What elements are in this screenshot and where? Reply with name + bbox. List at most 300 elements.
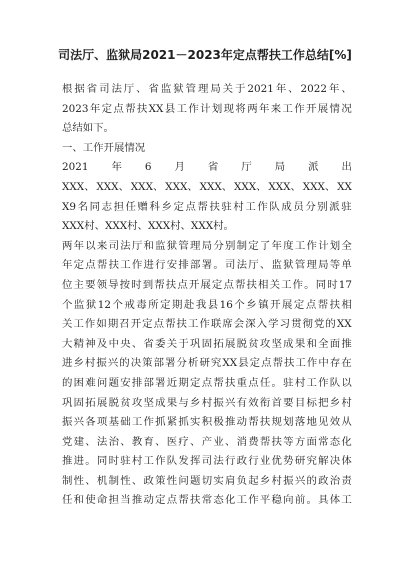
body-text-run: 与 (178, 396, 189, 409)
body-text-run: 效 (248, 396, 259, 409)
body-text-run: 工 (245, 200, 256, 213)
body-text-run: XXX、 (302, 180, 336, 193)
body-text-run: 推 (131, 494, 143, 507)
body-text-run: 推 (341, 337, 352, 350)
body-text-run: 席 (222, 318, 233, 331)
body-text-run: 工 (294, 239, 306, 252)
body-line (62, 394, 352, 414)
body-text-run: 队 (269, 200, 280, 213)
body-text-run: 以 (341, 376, 352, 389)
body-text-run: 近 (166, 376, 178, 389)
body-text-run: 帮 (213, 376, 224, 389)
body-text-run: 业 (213, 435, 224, 448)
body-text-run: 帮 (248, 416, 259, 429)
body-text-run: 年 (62, 259, 73, 272)
body-text-run: 、 (259, 259, 271, 272)
body-line (62, 198, 352, 218)
body-text-run: 育 (143, 435, 154, 448)
body-text-run: 帮 (165, 318, 176, 331)
body-text-run: 县 (207, 298, 219, 311)
body-text-run: 毒 (136, 298, 147, 311)
body-text-run: 策 (155, 474, 166, 487)
body-text-run: 动 (236, 416, 247, 429)
body-text-run: 个 (62, 298, 73, 311)
body-text-run: 项 (96, 416, 108, 429)
body-text-run: 势 (283, 455, 294, 468)
body-text-run: 出 (341, 161, 352, 174)
body-text-run: 法 (111, 83, 122, 95)
body-line (62, 178, 352, 198)
body-text-run: 局 (274, 161, 286, 174)
body-text-run: 于 (178, 337, 189, 350)
body-text-run: 、 (131, 474, 143, 487)
body-text-run: 帮 (197, 200, 208, 213)
body-text-run: 作 (318, 376, 329, 389)
body-text-run: X9 (62, 200, 77, 213)
body-text-run: 制 (236, 239, 247, 252)
body-text-run: 年 (258, 102, 270, 115)
body-text-run: 会 (233, 318, 245, 331)
body-text-run: 要 (85, 278, 96, 291)
body-text-run: 戒 (124, 298, 135, 311)
body-text-run: 部 (153, 357, 165, 370)
body-text-run: 振 (213, 396, 224, 409)
body-text-run: 起 (248, 474, 259, 487)
body-text-run: 业 (259, 455, 271, 468)
body-text-run: 作 (248, 494, 259, 507)
body-text-run: 村 (84, 357, 96, 370)
body-text-run: 帮 (96, 259, 108, 272)
body-text-run: 产 (201, 435, 213, 448)
body-text-run: 进 (62, 357, 73, 370)
body-text-run: 年 (275, 83, 287, 95)
body-text-run: 2023 (62, 102, 89, 115)
body-text-run: 扶 (108, 259, 119, 272)
body-text-run: 作 (131, 259, 143, 272)
body-text-run: 工 (176, 102, 187, 115)
body-text-run: 个 (112, 298, 123, 311)
body-text-run: 固 (73, 396, 85, 409)
body-text-run: 乡 (73, 357, 84, 370)
body-text-run: 点 (201, 376, 213, 389)
body-text-run: 省 (86, 83, 98, 95)
body-text-run: 工 (73, 318, 84, 331)
body-line (62, 296, 352, 316)
body-text-run: 规 (271, 416, 282, 429)
body-text-run: 定 (173, 200, 184, 213)
body-text-run: 位 (62, 278, 73, 291)
body-text-run: 17 (338, 278, 352, 291)
body-text-run: 工 (306, 376, 317, 389)
body-text-run: 抓 (178, 416, 189, 429)
body-text-run: 落 (294, 416, 306, 429)
body-text-run: 行 (224, 455, 236, 468)
body-text-run: 期 (172, 298, 183, 311)
body-text-run: 时 (327, 278, 338, 291)
body-text-run: 常 (318, 435, 329, 448)
body-text-run: 建 (73, 435, 85, 448)
body-text-run: 贫 (120, 396, 131, 409)
body-text-run: 划 (283, 416, 294, 429)
body-text-run: 存 (329, 357, 341, 370)
body-text-run: 等 (329, 259, 341, 272)
body-text-run: 拓 (85, 396, 96, 409)
body-text-run: 决 (329, 455, 341, 468)
body-text-run: 彻 (302, 318, 313, 331)
body-text-run: 平 (259, 494, 271, 507)
body-text-run: 研 (199, 357, 210, 370)
body-text-run: 。 (306, 494, 317, 507)
body-text-run: 村 (201, 396, 213, 409)
body-text-run: 政 (318, 474, 329, 487)
body-text-run: 管 (178, 239, 189, 252)
body-text-run: 法 (213, 455, 224, 468)
body-text-run: 作 (294, 102, 305, 115)
body-text-run: 任 (62, 494, 73, 507)
body-text-run: 当 (120, 494, 131, 507)
body-text-run: 扶 (176, 318, 187, 331)
body-text-run: 署 (155, 376, 166, 389)
body-line (62, 413, 352, 433)
body-text-run: 脱 (236, 337, 247, 350)
body-text-run: 极 (213, 416, 224, 429)
body-text-run: 帮 (317, 298, 329, 311)
body-text-run: 开 (188, 278, 200, 291)
body-text-run: 年 (271, 239, 282, 252)
body-line (62, 315, 352, 335)
body-line (62, 374, 352, 394)
body-line: 一、工作开展情况 (62, 141, 146, 154)
body-text-run: 司 (201, 455, 213, 468)
body-text-run: 狱 (173, 83, 184, 95)
body-text-run: 标 (306, 396, 317, 409)
body-text-run: 帮 (234, 278, 246, 291)
body-text-run: 6 (144, 161, 152, 174)
body-text-run: 局 (318, 259, 329, 272)
body-text-run: 地 (306, 416, 317, 429)
document-title: 司法厅、监狱局2021－2023年定点帮扶工作总结[%] (58, 48, 352, 62)
body-text-run: 化 (224, 494, 236, 507)
body-text-run: 省 (143, 337, 154, 350)
body-line: 总结如下。 (62, 122, 114, 135)
body-text-run: 作 (84, 318, 96, 331)
body-text-run: 性 (166, 474, 178, 487)
body-text-run: 我 (195, 298, 207, 311)
body-text-run: 、 (131, 337, 143, 350)
body-text-run: 同 (96, 455, 108, 468)
body-text-run: 监 (155, 239, 166, 252)
body-text-run: 狱 (85, 298, 97, 311)
body-text-run: 中 (318, 357, 329, 370)
body-text-run: 派 (329, 200, 340, 213)
body-text-run: 年 (111, 161, 122, 174)
body-text-run: 作 (292, 278, 304, 291)
body-text-run: 发 (178, 455, 189, 468)
body-text-run: 拓 (213, 337, 224, 350)
body-text-run: 排 (178, 259, 189, 272)
body-text-run: 体 (341, 455, 352, 468)
body-text-run: 央 (120, 337, 131, 350)
body-text-run: 定 (190, 376, 201, 389)
body-text-run: 驻 (120, 455, 131, 468)
body-text-run: 稳 (271, 494, 282, 507)
body-text-run: 理 (197, 83, 209, 95)
body-text-run: 紧 (166, 416, 178, 429)
body-text-run: 究 (210, 357, 222, 370)
body-text-run: 乡 (161, 200, 172, 213)
body-text-run: 16 (219, 298, 233, 311)
body-text-run: 两 (62, 239, 73, 252)
body-text-run: 别 (224, 239, 236, 252)
body-text-run: 县 (238, 357, 249, 370)
body-text-run: 安 (166, 259, 178, 272)
body-text-run: 展 (96, 396, 108, 409)
body-text-run: 有 (236, 396, 247, 409)
body-text-run: 策 (142, 357, 153, 370)
body-text-run: 的 (325, 318, 336, 331)
body-text-run: 召 (119, 318, 130, 331)
body-text-run: 体 (329, 494, 341, 507)
body-text-run: 在 (341, 357, 352, 370)
body-text-run: 定 (155, 494, 166, 507)
body-text-run: 抓 (155, 416, 166, 429)
body-text-run: 村 (271, 474, 282, 487)
body-text-run: 按 (119, 278, 131, 291)
body-text-run: 局 (201, 239, 213, 252)
body-text-run: 扶 (136, 102, 148, 115)
body-line (62, 100, 352, 120)
body-text-run: 责 (341, 474, 352, 487)
body-text-run: 联 (210, 318, 222, 331)
document-body (62, 80, 352, 511)
body-text-run: 理 (306, 259, 317, 272)
body-text-run: 村 (341, 396, 352, 409)
body-text-run: 研 (294, 455, 306, 468)
body-text-run: 深 (245, 318, 256, 331)
body-text-run: 帮 (178, 494, 189, 507)
body-text-run: 镇 (258, 298, 269, 311)
body-text-run: 具 (318, 494, 329, 507)
body-text-run: 工 (341, 494, 352, 507)
body-text-run: 点 (153, 318, 165, 331)
body-text-run: 关 (166, 337, 178, 350)
body-text-run: 化 (341, 435, 352, 448)
body-text-run: 别 (317, 200, 328, 213)
body-text-run: 了 (259, 239, 271, 252)
body-text-run: 定 (293, 298, 305, 311)
body-text-run: 政 (236, 455, 247, 468)
body-text-run: 驻 (283, 376, 294, 389)
body-text-run: 司 (99, 83, 110, 95)
body-text-run: 医 (166, 435, 178, 448)
body-text-run: 政 (143, 474, 154, 487)
body-text-run: 定 (160, 298, 171, 311)
body-text-run: 党 (62, 435, 73, 448)
body-text-run: 同 (89, 200, 100, 213)
body-text-run: 扶 (165, 278, 177, 291)
body-text-run: 工 (120, 259, 131, 272)
body-text-run: 神 (85, 337, 96, 350)
body-text-run: 贯 (291, 318, 302, 331)
body-text-run: 开 (306, 102, 317, 115)
body-text-run: 乡 (329, 396, 341, 409)
body-text-run: 成 (283, 337, 294, 350)
body-text-run: 计 (200, 102, 211, 115)
body-text-run: 坚 (143, 396, 154, 409)
body-text-run: 导 (108, 278, 119, 291)
body-line (62, 472, 352, 492)
body-text-run: 员 (293, 200, 304, 213)
body-text-run: 狱 (283, 259, 294, 272)
body-text-run: 扶 (259, 416, 271, 429)
body-text-run: 、 (120, 435, 131, 448)
body-text-run: 况 (341, 102, 352, 115)
body-line (62, 256, 352, 276)
body-text-run: 等 (283, 435, 294, 448)
body-text-run: 名 (77, 200, 88, 213)
body-text-run: 定 (248, 239, 259, 252)
body-text-run: 展 (282, 298, 293, 311)
body-text-run: 个 (234, 298, 245, 311)
body-text-run: 工 (281, 278, 292, 291)
body-text-run: 划 (329, 239, 341, 252)
body-text-run: 动 (143, 494, 154, 507)
body-text-run: 重 (236, 376, 247, 389)
body-text-run: 扶 (284, 357, 295, 370)
body-text-run: 各 (85, 416, 96, 429)
body-text-run: 扶 (271, 435, 282, 448)
body-text-run: 、 (136, 83, 147, 95)
body-text-run: 作 (143, 416, 154, 429)
body-text-run: 所 (148, 298, 159, 311)
body-text-run: 时 (131, 278, 142, 291)
body-text-run: 任 (259, 376, 271, 389)
body-text-run: 相 (258, 278, 269, 291)
body-text-run: 监 (160, 83, 172, 95)
body-text-run: XXX、 (96, 180, 129, 193)
body-text-run: 点 (166, 494, 178, 507)
body-line (62, 354, 352, 374)
body-text-run: 定 (101, 102, 112, 115)
body-text-run: 省 (207, 161, 219, 174)
body-text-run: 监 (271, 259, 282, 272)
body-text-run: 把 (318, 396, 329, 409)
body-text-run: 、 (224, 435, 236, 448)
body-text-run: 现 (223, 102, 235, 115)
body-text-run: 帮 (272, 357, 283, 370)
body-text-run: 。 (304, 278, 315, 291)
body-text-run: 点 (305, 298, 317, 311)
body-text-run: 司 (224, 259, 236, 272)
body-text-run: 行 (155, 259, 166, 272)
body-line (62, 452, 352, 472)
body-text-run: 究 (306, 455, 317, 468)
body-text-run: 础 (120, 416, 131, 429)
body-text-run: 年 (73, 239, 85, 252)
body-text-run: 、 (288, 83, 299, 95)
body-text-run: 点 (261, 357, 272, 370)
body-text-run: 进 (143, 259, 154, 272)
body-text-run: 贫 (248, 337, 259, 350)
body-text-run: 推 (62, 455, 73, 468)
body-text-run: 展 (224, 337, 236, 350)
body-text-run: 定 (211, 278, 223, 291)
body-text-run: 推 (224, 416, 236, 429)
body-text-run: 局 (210, 83, 221, 95)
body-text-run: 点 (223, 278, 234, 291)
body-text-run: 学 (268, 318, 279, 331)
body-text-run: 狱 (166, 239, 178, 252)
body-text-run: 来 (270, 102, 282, 115)
body-text-run: 法 (236, 259, 247, 272)
body-text-run: 担 (113, 200, 124, 213)
body-text-run: 教 (131, 435, 143, 448)
body-text-run: 兴 (73, 416, 85, 429)
body-text-run: 法 (120, 239, 131, 252)
body-text-run: 兴 (224, 396, 236, 409)
body-text-run: 管 (294, 259, 306, 272)
body-text-run: XX (337, 180, 352, 193)
body-text-run: 队 (166, 455, 178, 468)
body-line (62, 491, 352, 511)
body-text-run: XX (336, 318, 352, 331)
body-text-run: 作 (306, 239, 317, 252)
body-text-run: 工 (282, 102, 293, 115)
body-text-run: 及 (96, 337, 108, 350)
body-text-run: 使 (85, 494, 96, 507)
body-text-run: 积 (201, 416, 213, 429)
body-text-run: 署 (165, 357, 176, 370)
body-text-run: 部 (190, 259, 201, 272)
body-text-run: 全 (318, 337, 329, 350)
body-text-run: 。 (85, 455, 96, 468)
body-text-run: 厅 (123, 83, 135, 95)
body-text-run: 实 (213, 474, 224, 487)
body-text-run: 治 (108, 435, 119, 448)
body-text-run: 2022 (300, 83, 327, 95)
body-text-run: 党 (313, 318, 325, 331)
body-text-run: 时 (108, 455, 119, 468)
body-text-run: 任 (125, 200, 136, 213)
body-text-run: 消 (236, 435, 247, 448)
body-text-run: 攻 (259, 337, 271, 350)
body-text-run: 振 (283, 474, 294, 487)
body-text-run: 衔 (259, 396, 271, 409)
body-text-run: 分 (213, 239, 224, 252)
body-text-run: XX (222, 357, 238, 370)
body-text-run: 大 (62, 337, 73, 350)
body-text-run: 工 (295, 357, 306, 370)
body-text-run: 入 (256, 318, 268, 331)
body-text-run: 难 (85, 376, 96, 389)
body-text-run: 问 (96, 376, 108, 389)
body-text-run: 、 (155, 435, 166, 448)
body-text-run: 振 (62, 416, 73, 429)
body-line (62, 237, 352, 257)
body-text-run: 。 (213, 259, 224, 272)
body-line (62, 80, 352, 100)
body-text-run: 两 (247, 102, 258, 115)
body-text-run: 成 (155, 396, 166, 409)
body-text-run: 于 (235, 83, 246, 95)
body-text-run: 解 (318, 455, 329, 468)
body-text-run: 12 (97, 298, 111, 311)
body-text-run: 作 (306, 357, 318, 370)
body-text-run: 果 (294, 337, 306, 350)
body-text-run: 进 (73, 455, 85, 468)
body-text-run: 和 (306, 337, 317, 350)
body-text-run: 全 (341, 239, 352, 252)
